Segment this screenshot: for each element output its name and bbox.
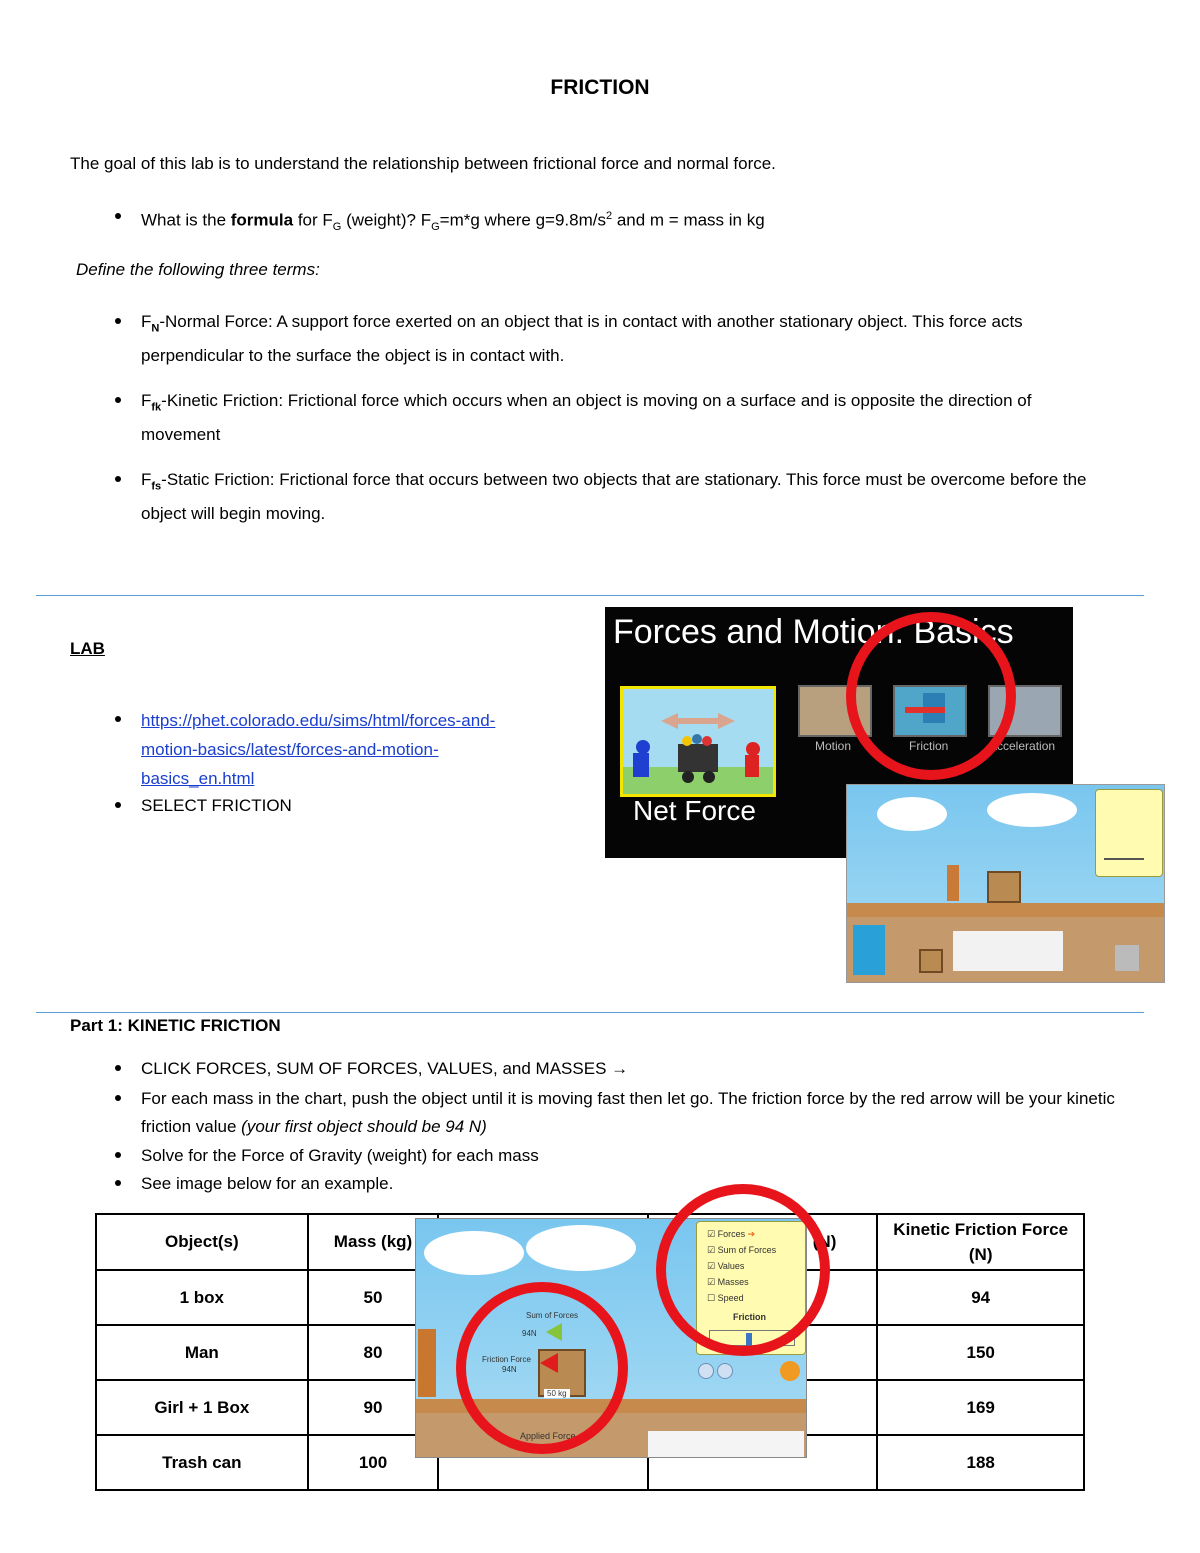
sum-of-forces-value: 94N	[522, 1329, 537, 1338]
net-force-tile[interactable]	[620, 686, 776, 797]
term-static-friction: $F_{fs}$-Static Friction: Frictional force that occurs between two objects that are stationary. This force must be overcome before the object will begin moving.	[141, 470, 1087, 524]
cell-mass: 100	[308, 1435, 439, 1490]
sim-menu-title: Forces and Motion: Basics	[613, 613, 1014, 651]
bullet	[115, 213, 121, 219]
bullet	[115, 802, 121, 808]
cell-friction: 94	[877, 1270, 1084, 1325]
term-normal-force: $F_N$-Normal Force: A support force exerted on an object that is in contact with another stationary object. This force acts perpendicular to the surface the object is in contact with.	[141, 312, 1023, 366]
tug-of-war-icon	[623, 689, 773, 794]
net-force-label: Net Force	[633, 795, 756, 826]
formula-question: What is the formula for $F_G$ (weight)? $F_G=m*g$ where $g=9.8m/s^2$ and m = mass in kg	[141, 210, 765, 234]
bullet	[115, 1095, 121, 1101]
part1-heading: Part 1: KINETIC FRICTION	[70, 1016, 281, 1035]
checkbox-forces[interactable]: ☑ Forces ➔	[707, 1229, 756, 1239]
playback-controls[interactable]	[698, 1363, 733, 1381]
page-title: FRICTION	[550, 76, 650, 99]
sum-of-forces-label: Sum of Forces	[526, 1311, 579, 1320]
part1-step-3: Solve for the Force of Gravity (weight) for each mass	[141, 1146, 539, 1165]
cell-friction: 150	[877, 1325, 1084, 1380]
acceleration-label: Acceleration	[989, 739, 1056, 753]
highlight-circle	[846, 612, 1016, 780]
term-kinetic-friction: $F_{fk}$-Kinetic Friction: Frictional force which occurs when an object is moving on a surface and is opposite the direction of movement	[141, 391, 1032, 445]
phet-link[interactable]: https://phet.colorado.edu/sims/html/forces-and- motion-basics/latest/forces-and-motion- basics_en.html	[141, 711, 496, 788]
intro-text: The goal of this lab is to understand the relationship between frictional force and normal force.	[70, 154, 776, 173]
motion-label: Motion	[815, 739, 852, 753]
friction-slider-label: Friction	[733, 1312, 766, 1322]
cell-friction: 188	[877, 1435, 1084, 1490]
bullet	[115, 318, 121, 324]
cell-friction: 169	[877, 1380, 1084, 1435]
part1-step-2: For each mass in the chart, push the object until it is moving fast then let go. The friction force by the red arrow will be your kinetic friction value (your first object should be 94 N)	[141, 1089, 1115, 1136]
friction-force-label: Friction Force	[482, 1355, 531, 1364]
col-header-kinetic-friction: Kinetic Friction Force (N)	[877, 1214, 1084, 1270]
friction-force-value: 94N	[502, 1365, 517, 1374]
sim-friction-screenshot-small	[846, 784, 1165, 983]
friction-label: Friction	[909, 739, 949, 753]
bullet	[115, 476, 121, 482]
cell-mass: 80	[308, 1325, 439, 1380]
col-header-weight: (N)	[648, 1214, 878, 1270]
cell-object: Man	[96, 1325, 308, 1380]
lab-link-block	[141, 706, 591, 793]
section-divider	[36, 595, 1144, 596]
cell-mass: 90	[308, 1380, 439, 1435]
cell-object: Trash can	[96, 1435, 308, 1490]
lab-step: SELECT FRICTION	[141, 796, 292, 815]
crate-mass-label: 50 kg	[544, 1389, 570, 1398]
pusher-figure	[418, 1329, 436, 1397]
cell-object: 1 box	[96, 1270, 308, 1325]
checkbox-speed[interactable]: ☐ Speed	[707, 1293, 744, 1303]
col-header-objects: Object(s)	[96, 1214, 308, 1270]
applied-force-label: Applied Force	[520, 1431, 576, 1441]
bullet	[115, 716, 121, 722]
bullet	[115, 1180, 121, 1186]
part1-step-4: See image below for an example.	[141, 1174, 394, 1193]
bullet	[115, 397, 121, 403]
control-panel	[1095, 789, 1163, 877]
lab-heading: LAB	[70, 639, 105, 658]
checkbox-values[interactable]: ☑ Values	[707, 1261, 745, 1271]
bullet	[115, 1152, 121, 1158]
cell-mass: 50	[308, 1270, 439, 1325]
define-heading: Define the following three terms:	[76, 260, 320, 279]
bullet	[115, 1065, 121, 1071]
checkbox-sum-of-forces[interactable]: ☑ Sum of Forces	[707, 1245, 777, 1255]
cell-object: Girl + 1 Box	[96, 1380, 308, 1435]
highlight-circle	[456, 1282, 628, 1454]
highlight-circle	[656, 1184, 830, 1356]
reset-icon[interactable]	[780, 1361, 800, 1381]
col-header-mass: Mass (kg)	[308, 1214, 439, 1270]
checkbox-masses[interactable]: ☑ Masses	[707, 1277, 749, 1287]
part1-step-1: CLICK FORCES, SUM OF FORCES, VALUES, and MASSES →	[141, 1059, 629, 1078]
